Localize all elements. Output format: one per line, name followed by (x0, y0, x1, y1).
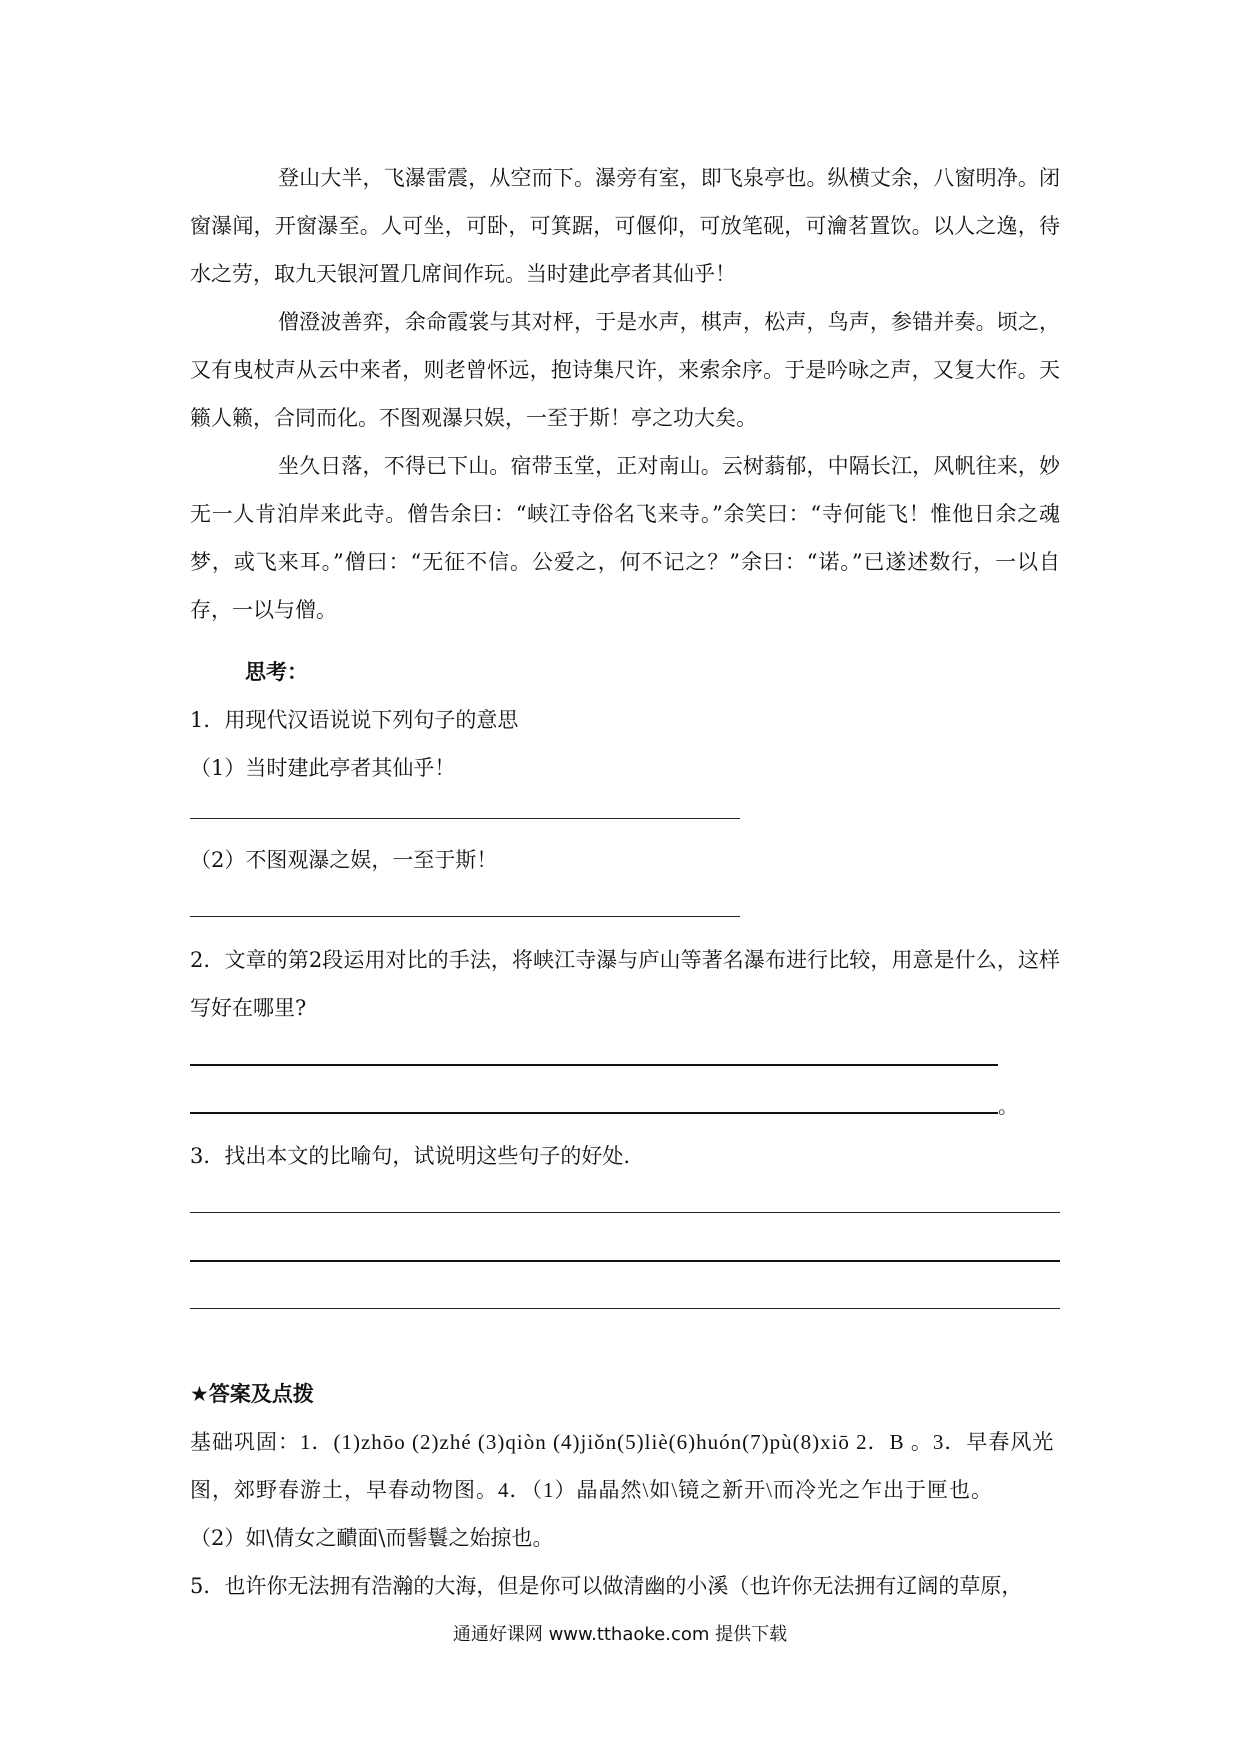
answer-line-3-2 (190, 1260, 1060, 1262)
answers-line-2: （2）如\倩女之靧面\而髻鬟之始掠也。 (190, 1526, 554, 1550)
answer-line-2-2 (190, 1112, 998, 1114)
answers-line-1: 基础巩固：1．(1)zhōo (2)zhé (3)qiòn (4)jiǒn(5)liè(6)huón(7)pù(8)xiō 2．B 。3．早春风光图，郊野春游土，早春动物图。4．（1）晶晶然\如\镜之新开\而冷光之乍出于匣也。 (190, 1430, 1055, 1502)
question-1-sub-1: （1）当时建此亭者其仙乎！ (190, 756, 456, 780)
passage-paragraph-2: 僧澄波善弈，余命霞裳与其对枰，于是水声，棋声，松声，鸟声，参错并奏。顷之，又有曳杖声从云中来者，则老曾怀远，抱诗集尺许，来索余序。于是吟咏之声，又复大作。天籁人籁，合同而化。不图观瀑只娱，一至于斯！亭之功大矣。 (190, 310, 1060, 430)
answer-line-2-period: 。 (998, 1094, 1018, 1118)
answer-line-1-1 (190, 818, 740, 819)
answer-line-1-2 (190, 916, 740, 917)
passage-paragraph-3: 坐久日落，不得已下山。宿带玉堂，正对南山。云树蓊郁，中隔长江，风帆往来，妙无一人肯泊岸来此寺。僧告余曰：“峡江寺俗名飞来寺。”余笑曰：“寺何能飞！惟他日余之魂梦，或飞来耳。”僧曰：“无征不信。公爱之，何不记之？”余曰：“诺。”已遂述数行，一以自存，一以与僧。 (190, 454, 1060, 622)
question-1: 1．用现代汉语说说下列句子的意思 (190, 708, 519, 732)
answer-line-3-3 (190, 1308, 1060, 1309)
question-1-sub-2: （2）不图观瀑之娱，一至于斯！ (190, 848, 498, 872)
answers-title: ★答案及点拨 (190, 1382, 314, 1406)
question-3: 3．找出本文的比喻句，试说明这些句子的好处. (190, 1144, 631, 1168)
footer-credit: 通通好课网 www.tthaoke.com 提供下载 (452, 1624, 788, 1645)
passage-paragraph-1: 登山大半，飞瀑雷震，从空而下。瀑旁有室，即飞泉亭也。纵横丈余，八窗明净。闭窗瀑闻，开窗瀑至。人可坐，可卧，可箕踞，可偃仰，可放笔砚，可瀹茗置饮。以人之逸，待水之劳，取九天银河置几席间作玩。当时建此亭者其仙乎！ (190, 166, 1060, 286)
answer-line-2-1 (190, 1064, 998, 1066)
question-2: 2．文章的第2段运用对比的手法，将峡江寺瀑与庐山等著名瀑布进行比较，用意是什么，这样写好在哪里? (190, 948, 1060, 1020)
answers-line-3: 5．也许你无法拥有浩瀚的大海，但是你可以做清幽的小溪（也许你无法拥有辽阔的草原， (190, 1574, 1023, 1598)
thinking-heading: 思考： (245, 659, 308, 684)
answer-line-3-1 (190, 1212, 1060, 1213)
